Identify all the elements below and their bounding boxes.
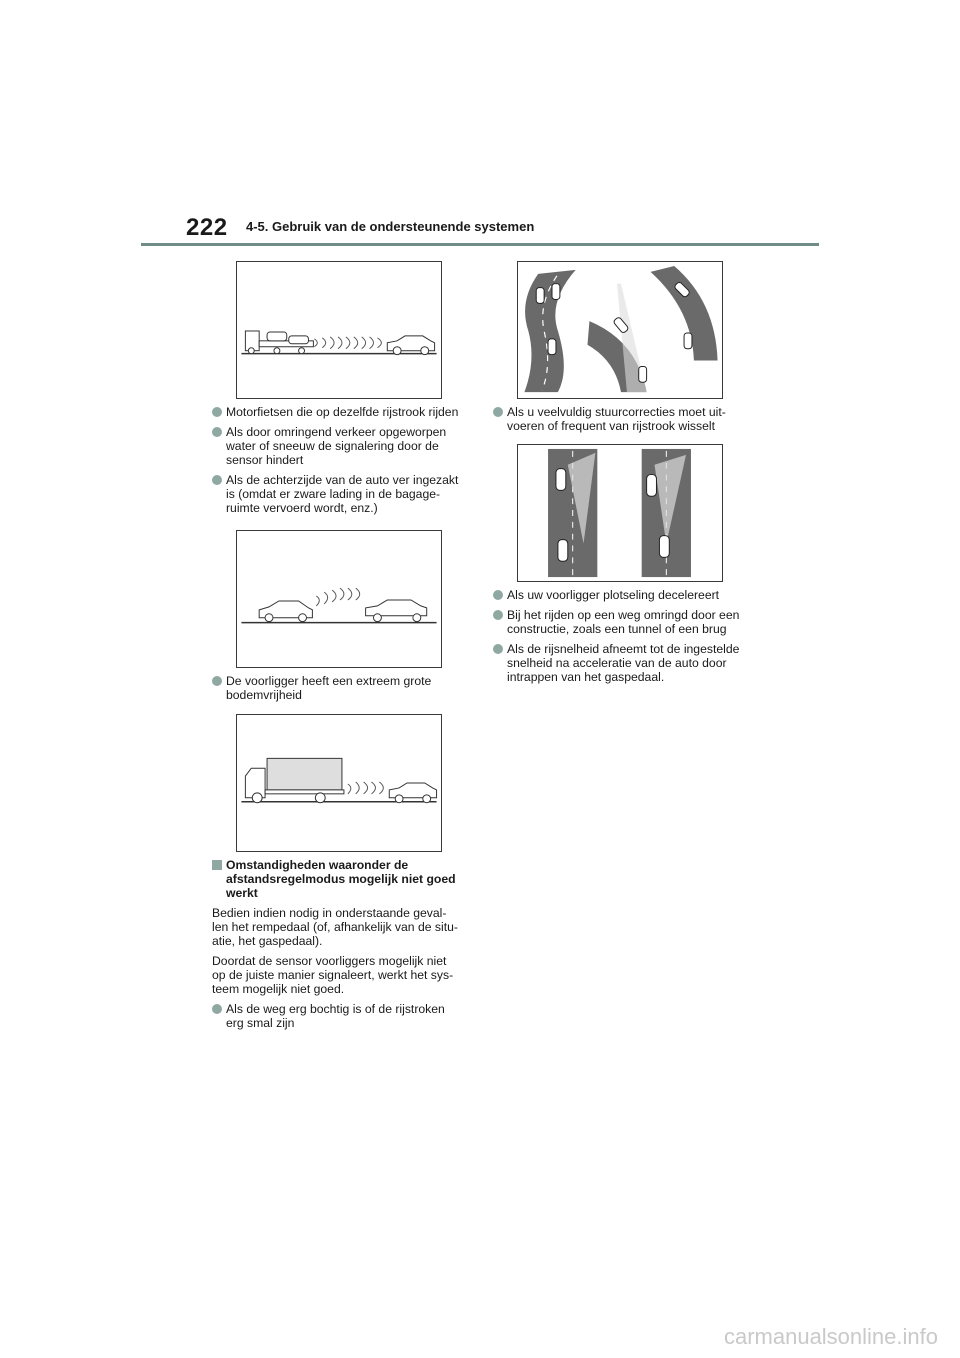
bullet-icon	[493, 590, 503, 600]
figure-lane-change	[517, 444, 723, 582]
left-column-list-2	[212, 674, 474, 708]
lane-change-radar-illustration	[518, 445, 722, 581]
list-item: Als de achterzijde van de auto ver ingezakt is (omdat er zware lading in de bagage- ruimte vervoerd wordt, enz.)	[212, 473, 474, 515]
left-column-section	[212, 858, 474, 1036]
list-item: Bij het rijden op een weg omringd door een constructie, zoals een tunnel of een brug	[493, 608, 755, 636]
list-item: De voorligger heeft een extreem grote bodemvrijheid	[212, 674, 474, 702]
section-title: 4-5. Gebruik van de ondersteunende systemen	[246, 219, 535, 234]
winding-road-radar-illustration	[518, 262, 722, 398]
car-carrier-truck-radar-illustration	[237, 262, 441, 398]
bullet-icon	[212, 475, 222, 485]
list-item: Als de weg erg bochtig is of de rijstroken erg smal zijn	[212, 1002, 474, 1030]
bullet-icon	[212, 427, 222, 437]
bullet-icon	[212, 676, 222, 686]
bullet-icon	[493, 407, 503, 417]
list-item: Motorfietsen die op dezelfde rijstrook rijden	[212, 405, 474, 419]
sagging-car-radar-illustration	[237, 531, 441, 667]
high-ground-clearance-truck-illustration	[237, 715, 441, 851]
list-item: Als de rijsnelheid afneemt tot de ingestelde snelheid na acceleratie van de auto door intrappen van het gaspedaal.	[493, 642, 755, 684]
figure-car-carrier	[236, 261, 442, 399]
watermark: carmanualsonline.info	[723, 1324, 938, 1349]
right-column-list-2	[493, 588, 755, 690]
bullet-icon	[493, 644, 503, 654]
heading-square-icon	[212, 860, 222, 870]
figure-winding-road	[517, 261, 723, 399]
paragraph: Doordat de sensor voorliggers mogelijk niet op de juiste manier signaleert, werkt het sys- teem mogelijk niet goed.	[212, 954, 454, 996]
page-number: 222	[186, 214, 228, 241]
bullet-icon	[212, 407, 222, 417]
section-heading: Omstandigheden waaronder de afstandsregelmodus mogelijk niet goed werkt	[212, 858, 474, 900]
bullet-icon	[493, 610, 503, 620]
figure-sagging-car	[236, 530, 442, 668]
header-divider	[141, 243, 819, 246]
figure-high-clearance-truck	[236, 714, 442, 852]
left-column-list-1	[212, 405, 474, 521]
bullet-icon	[212, 1004, 222, 1014]
paragraph: Bedien indien nodig in onderstaande geval- len het rempedaal (of, afhankelijk van de situ- atie, het gaspedaal).	[212, 906, 458, 948]
right-column-list-1	[493, 405, 755, 439]
list-item: Als u veelvuldig stuurcorrecties moet uit- voeren of frequent van rijstrook wisselt	[493, 405, 755, 433]
list-item: Als door omringend verkeer opgeworpen water of sneeuw de signalering door de sensor hindert	[212, 425, 474, 467]
list-item: Als uw voorligger plotseling decelereert	[493, 588, 755, 602]
